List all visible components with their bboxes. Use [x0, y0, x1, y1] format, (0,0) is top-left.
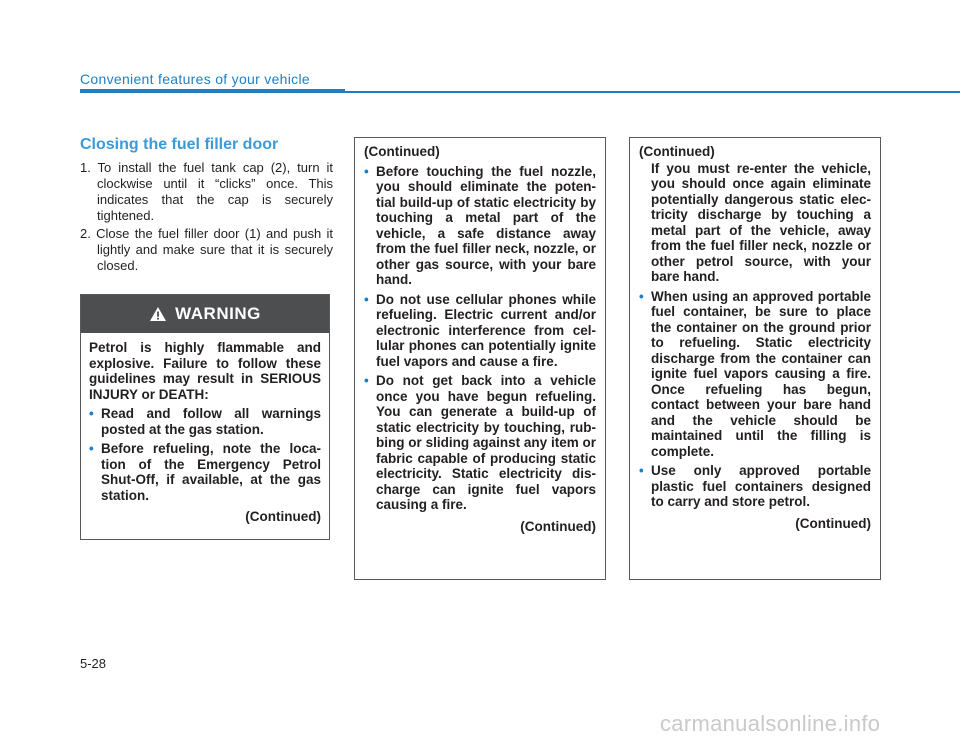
bullet-dot-icon: •	[89, 441, 94, 456]
box2-bullet-2	[364, 292, 596, 370]
warning-bullet-2-text: Before refueling, note the loca-tion of the Emergency Petrol Shut-Off, if available, at the gas station.	[101, 441, 321, 503]
box3-bullet-2-text: Use only approved portable plastic fuel containers designed to carry and store petrol.	[651, 463, 871, 509]
bullet-dot-icon: •	[639, 288, 644, 304]
bullet-dot-icon: •	[89, 406, 94, 421]
bullet-dot-icon: •	[364, 373, 369, 388]
warning-bullet-1-text: Read and follow all warnings posted at the gas station.	[101, 406, 321, 437]
box2-bullet-3-text: Do not get back into a vehicle once you have begun refueling. You can generate a build-up of static electricity by touching, rub-bing or sliding against any item or fabric capable of producing static electricity. Static electricity dis-charge can ignite fuel vapors causing a fire.	[376, 373, 596, 512]
warning-label: WARNING	[175, 304, 261, 323]
warning-triangle-icon	[149, 306, 167, 322]
continued-box-3	[629, 137, 881, 580]
box3-continued-bottom: (Continued)	[795, 515, 871, 531]
warning-intro: Petrol is highly flammable and explosive. Failure to follow these guidelines may result in SERIOUS INJURY or DEATH:	[89, 340, 321, 402]
step-1: 1. To install the fuel tank cap (2), turn it clockwise until it “clicks” once. This indicates that the cap is securely tightened.	[80, 160, 333, 223]
watermark: carmanualsonline.info	[660, 711, 881, 736]
header-rule-thick	[80, 89, 345, 93]
page-number: 5-28	[80, 656, 107, 671]
continued-box-2	[354, 137, 606, 580]
section-title: Closing the fuel filler door	[80, 136, 279, 153]
box2-continued-bottom: (Continued)	[520, 518, 596, 534]
step-2: 2. Close the fuel filler door (1) and push it lightly and make sure that it is securely closed.	[80, 226, 333, 273]
box2-continued-top: (Continued)	[364, 144, 440, 159]
header-rule-thin	[345, 91, 960, 93]
warning-continued: (Continued)	[245, 509, 321, 524]
box3-bullet-2	[639, 463, 871, 510]
box2-bullet-3	[364, 373, 596, 513]
box3-paragraph: If you must re-enter the vehicle, you should once again eliminate potentially dangerous static elec-tricity discharge by touching a metal part of the vehicle, away from the fuel filler neck, nozzle or other petrol source, with your bare hand.	[651, 160, 871, 284]
warning-bullet-2	[89, 441, 321, 503]
warning-box	[80, 294, 330, 540]
bullet-dot-icon: •	[364, 291, 369, 307]
box3-bullet-1-text: When using an approved portable fuel container, be sure to place the container on the ground prior to refueling. Static electricity discharge from the container can ignite fuel vapors causing a fire. Once refueling has begun, contact between your bare hand and the vehicle should be maintained until the filling is complete.	[651, 288, 871, 459]
warning-bullet-1	[89, 406, 321, 437]
warning-body	[81, 333, 329, 525]
bullet-dot-icon: •	[364, 163, 369, 179]
steps-list	[80, 160, 333, 276]
bullet-dot-icon: •	[639, 463, 644, 478]
box3-bullet-1	[639, 289, 871, 460]
box2-bullet-1-text: Before touching the fuel nozzle, you should eliminate the poten-tial build-up of static electricity by touching a metal part of the vehicle, a safe distance away from the fuel filler neck, nozzle, or other gas source, with your bare hand.	[376, 163, 596, 287]
box3-continued-top: (Continued)	[639, 144, 715, 159]
box2-bullet-2-text: Do not use cellular phones while refueling. Electric current and/or electronic interference from cel-lular phones can potentially ignite fuel vapors and cause a fire.	[376, 291, 596, 369]
warning-header	[81, 295, 329, 333]
header-title: Convenient features of your vehicle	[80, 71, 310, 87]
box2-bullet-1	[364, 164, 596, 288]
